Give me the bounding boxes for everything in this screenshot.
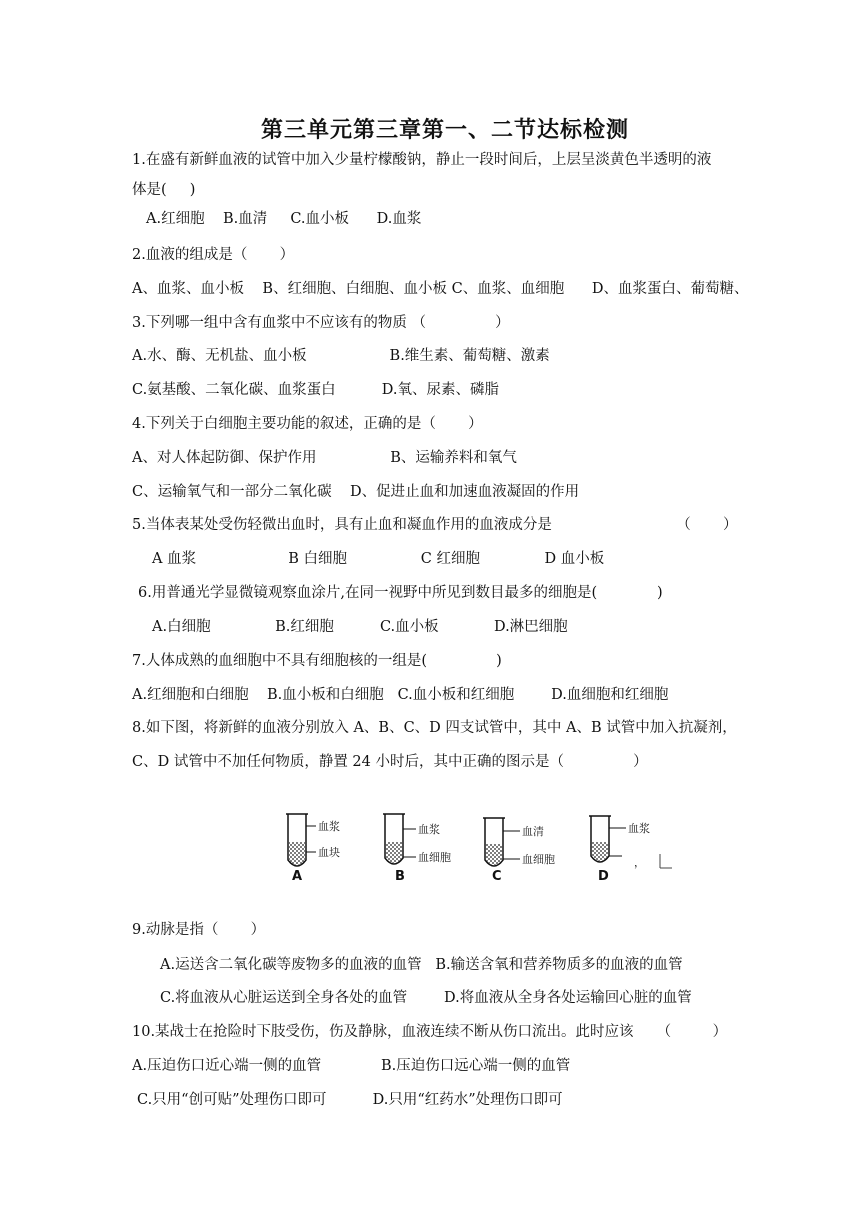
tube-b [383,814,451,882]
tube-a-bottom-label: 血块 [318,846,340,859]
question-8-text-cont: C、D 试管中不加任何物质，静置 24 小时后，其中正确的图示是（ ） [132,754,648,770]
question-5-options: A 血浆 B 白细胞 C 红细胞 D 血小板 [152,551,605,567]
tube-c-letter: C [492,869,502,882]
question-10-options-cd: C.只用“创可贴”处理伤口即可 D.只用“红药水”处理伤口即可 [137,1092,563,1108]
question-1-text-cont: 体是( ) [132,182,196,198]
question-6-text: 6.用普通光学显微镜观察血涂片,在同一视野中所见到数目最多的细胞是( ) [138,585,663,601]
question-1-options: A.红细胞 B.血清 C.血小板 D.血浆 [146,211,422,227]
tube-a-top-label: 血浆 [318,820,340,833]
question-3-options-cd: C.氨基酸、二氧化碳、血浆蛋白 D.氧、尿素、磷脂 [132,382,499,398]
question-2-text: 2.血液的组成是（ ） [132,247,295,263]
question-3-options-ab: A.水、酶、无机盐、血小板 B.维生素、葡萄糖、激素 [132,348,550,364]
tube-d-top-label: 血浆 [628,822,650,835]
question-3-text: 3.下列哪一组中含有血浆中不应该有的物质 （ ） [132,315,510,331]
question-2-options: A、血浆、血小板 B、红细胞、白细胞、血小板 C、血浆、血细胞 D、血浆蛋白、葡萄糖、 [132,281,749,297]
question-7-text: 7.人体成熟的血细胞中不具有细胞核的一组是( ) [132,653,502,669]
tube-b-top-label: 血浆 [418,823,440,836]
question-1-text: 1.在盛有新鲜血液的试管中加入少量柠檬酸钠，静止一段时间后，上层呈淡黄色半透明的液 [132,152,712,168]
question-6-options: A.白细胞 B.红细胞 C.血小板 D.淋巴细胞 [152,619,568,635]
tube-c-top-label: 血清 [522,825,544,838]
tube-b-letter: B [395,869,405,882]
question-4-text: 4.下列关于白细胞主要功能的叙述，正确的是（ ） [132,416,483,432]
question-4-options-ab: A、对人体起防御、保护作用 B、运输养料和氧气 [132,450,517,466]
question-9-text: 9.动脉是指（ ） [132,922,266,938]
tube-d-letter: D [598,869,609,882]
question-8-text: 8.如下图，将新鲜的血液分别放入 A、B、C、D 四支试管中，其中 A、B 试管中加入抗凝剂， [132,720,737,736]
tube-a [286,814,340,882]
question-9-options-cd: C.将血液从心脏运送到全身各处的血管 D.将血液从全身各处运输回心脏的血管 [160,990,692,1006]
question-10-options-ab: A.压迫伤口近心端一侧的血管 B.压迫伤口远心端一侧的血管 [132,1058,571,1074]
tube-c [483,818,555,882]
tube-b-bottom-label: 血细胞 [418,851,451,864]
page-title: 第三单元第三章第一、二节达标检测 [260,118,629,143]
question-9-options-ab: A.运送含二氧化碳等废物多的血液的血管 B.输送含氧和营养物质多的血液的血管 [160,957,683,973]
question-7-options: A.红细胞和白细胞 B.血小板和白细胞 C.血小板和红细胞 D.血细胞和红细胞 [132,687,669,703]
question-4-options-cd: C、运输氧气和一部分二氧化碳 D、促进止血和加速血液凝固的作用 [132,484,580,500]
test-tube-figure [282,812,682,882]
tube-c-bottom-label: 血细胞 [522,853,555,866]
tube-d [589,816,672,882]
question-5-text: 5.当体表某处受伤轻微出血时，具有止血和凝血作用的血液成分是 （ ） [132,517,738,533]
tube-d-trailing-mark: ， [634,856,645,869]
question-10-text: 10.某战士在抢险时下肢受伤，伤及静脉，血液连续不断从伤口流出。此时应该 （ ） [132,1024,728,1040]
tube-a-letter: A [292,869,303,882]
